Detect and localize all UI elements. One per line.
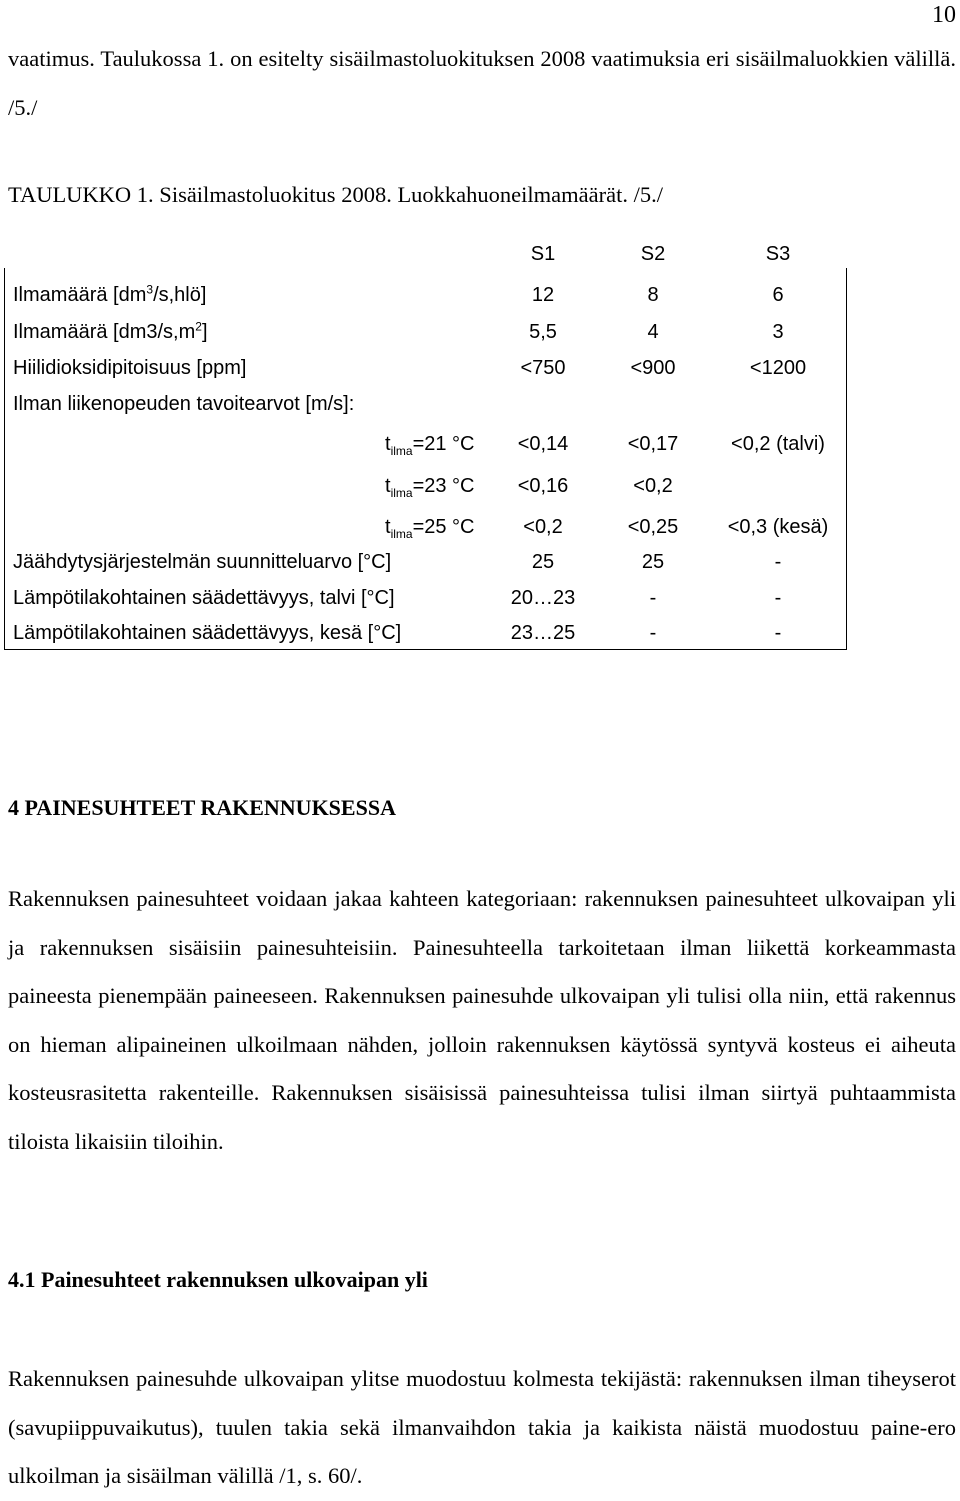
adjust-summer-s2: -: [649, 622, 657, 644]
air-speed-21-s2: <0,17: [627, 433, 679, 455]
intro-paragraph: vaatimus. Taulukossa 1. on esitelty sisäilmastoluokituksen 2008 vaatimuksia eri sisäilmaluokkien välillä. /5./: [8, 46, 956, 120]
section-4-1-heading: 4.1 Painesuhteet rakennuksen ulkovaipan yli: [8, 1267, 428, 1292]
section-4-1-paragraph: Rakennuksen painesuhde ulkovaipan ylitse muodostuu kolmesta tekijästä: rakennuksen ilman tiheyserot (savupiippuvaikutus), tuulen takia sekä ilmanvaihdon takia ja kaikista näistä muodostuu paine-ero ulkoilman ja sisäilman välillä /1, s. 60/.: [8, 1366, 956, 1488]
cooling-s2: 25: [641, 551, 665, 573]
adjust-winter-s1: 20…23: [510, 587, 576, 609]
row-label-air-speed-heading: Ilman liikenopeuden tavoitearvot [m/s]:: [13, 393, 355, 415]
cooling-s1: 25: [531, 551, 555, 573]
row-label-airflow-person: Ilmamäärä $[dm^3/s,hlö]$: [13, 282, 207, 306]
airflow-area-s2: 4: [647, 321, 659, 343]
header-s2: S2: [640, 243, 666, 265]
air-speed-25-s3: <0,3 (kesä): [727, 516, 829, 538]
air-speed-21-s3: <0,2 (talvi): [731, 433, 825, 455]
adjust-winter-s2: -: [649, 587, 657, 609]
air-speed-21-s1: <0,14: [517, 433, 569, 455]
airflow-person-s3: 6: [772, 284, 784, 306]
airflow-person-s1: 12: [531, 284, 555, 306]
airflow-person-s2: 8: [647, 284, 659, 306]
row-label-cooling: Jäähdytysjärjestelmän suunnitteluarvo [°C]: [13, 551, 392, 573]
air-speed-23-s1: <0,16: [517, 475, 569, 497]
row-label-adjust-summer: Lämpötilakohtainen säädettävyys, kesä [°C]: [13, 622, 402, 644]
adjust-summer-s3: -: [774, 622, 782, 644]
co2-s1: <750: [520, 357, 566, 379]
row-label-co2: Hiilidioksidipitoisuus [ppm]: [13, 357, 247, 379]
row-label-adjust-winter: Lämpötilakohtainen säädettävyys, talvi [°C]: [13, 587, 395, 609]
air-speed-label-25: $t_{ilma}=25$ °C: [385, 516, 475, 541]
cooling-s3: -: [774, 551, 782, 573]
adjust-summer-s1: 23…25: [510, 622, 576, 644]
page-number: 10: [932, 2, 956, 28]
co2-s3: <1200: [749, 357, 807, 379]
section-4-heading: 4 PAINESUHTEET RAKENNUKSESSA: [8, 795, 396, 820]
header-s3: S3: [765, 243, 791, 265]
header-s1: S1: [530, 243, 556, 265]
airflow-area-s1: 5,5: [529, 321, 557, 343]
air-speed-23-s2: <0,2: [633, 475, 673, 497]
airflow-area-s3: 3: [772, 321, 784, 343]
air-speed-label-21: $t_{ilma}=21$ °C: [385, 433, 475, 458]
co2-s2: <900: [630, 357, 676, 379]
air-speed-label-23: $t_{ilma}=23$ °C: [385, 475, 475, 500]
adjust-winter-s3: -: [774, 587, 782, 609]
row-label-airflow-area: Ilmamäärä $[dm3/s,m^2]$: [13, 319, 208, 343]
air-speed-25-s1: <0,2: [523, 516, 563, 538]
table-caption: TAULUKKO 1. Sisäilmastoluokitus 2008. Luokkahuoneilmamäärät. /5./: [8, 182, 663, 207]
air-speed-25-s2: <0,25: [627, 516, 679, 538]
section-4-paragraph: Rakennuksen painesuhteet voidaan jakaa kahteen kategoriaan: rakennuksen painesuhteet ulkovaipan yli ja rakennuksen sisäisiin painesuhteisiin. Painesuhteella tarkoitetaan ilman liikettä korkeammasta paineesta pienempään paineeseen. Rakennuksen painesuhde ulkovaipan yli tulisi olla niin, että rakennus on hieman alipaineinen ulkoilmaan nähden, jolloin rakennuksen käytössä syntyvä kosteus ei aiheuta kosteusrasitetta rakenteille. Rakennuksen sisäisissä painesuhteissa tulisi ilman siirtyä puhtaammista tiloista likaisiin tiloihin.: [8, 886, 956, 1154]
